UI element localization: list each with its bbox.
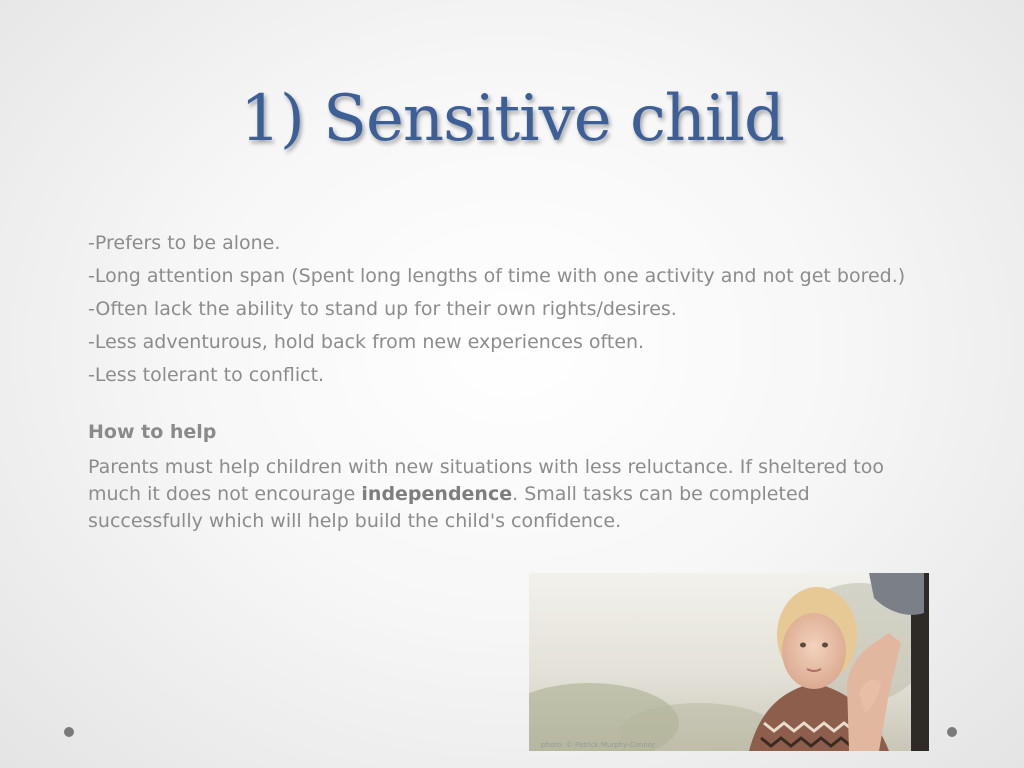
bullet-item: -Prefers to be alone. xyxy=(88,232,281,254)
bullet-item: -Often lack the ability to stand up for their own rights/desires. xyxy=(88,298,677,320)
slide-dot-right xyxy=(947,727,957,737)
help-paragraph xyxy=(88,454,918,535)
bullet-item: -Less adventurous, hold back from new experiences often. xyxy=(88,331,645,353)
child-photo-image xyxy=(529,573,929,751)
help-heading: How to help xyxy=(88,421,217,443)
help-text-before: Parents must help children with new situations with less reluctance. If sheltered too much it does not encourage xyxy=(88,456,885,505)
slide-dot-left xyxy=(64,727,74,737)
slide-title: 1) Sensitive child xyxy=(240,82,784,156)
help-text-bold: independence xyxy=(361,483,513,505)
child-photo xyxy=(529,573,929,751)
slide-body xyxy=(88,230,918,541)
help-text-after: . Small tasks can be completed successfully which will help build the child's confidence. xyxy=(88,483,810,532)
bullet-item: -Less tolerant to conflict. xyxy=(88,364,325,386)
bullet-item: -Long attention span (Spent long lengths of time with one activity and not get bored.) xyxy=(88,265,906,287)
photo-caption: photo: © Patrick Murphy-Connor xyxy=(541,741,655,749)
